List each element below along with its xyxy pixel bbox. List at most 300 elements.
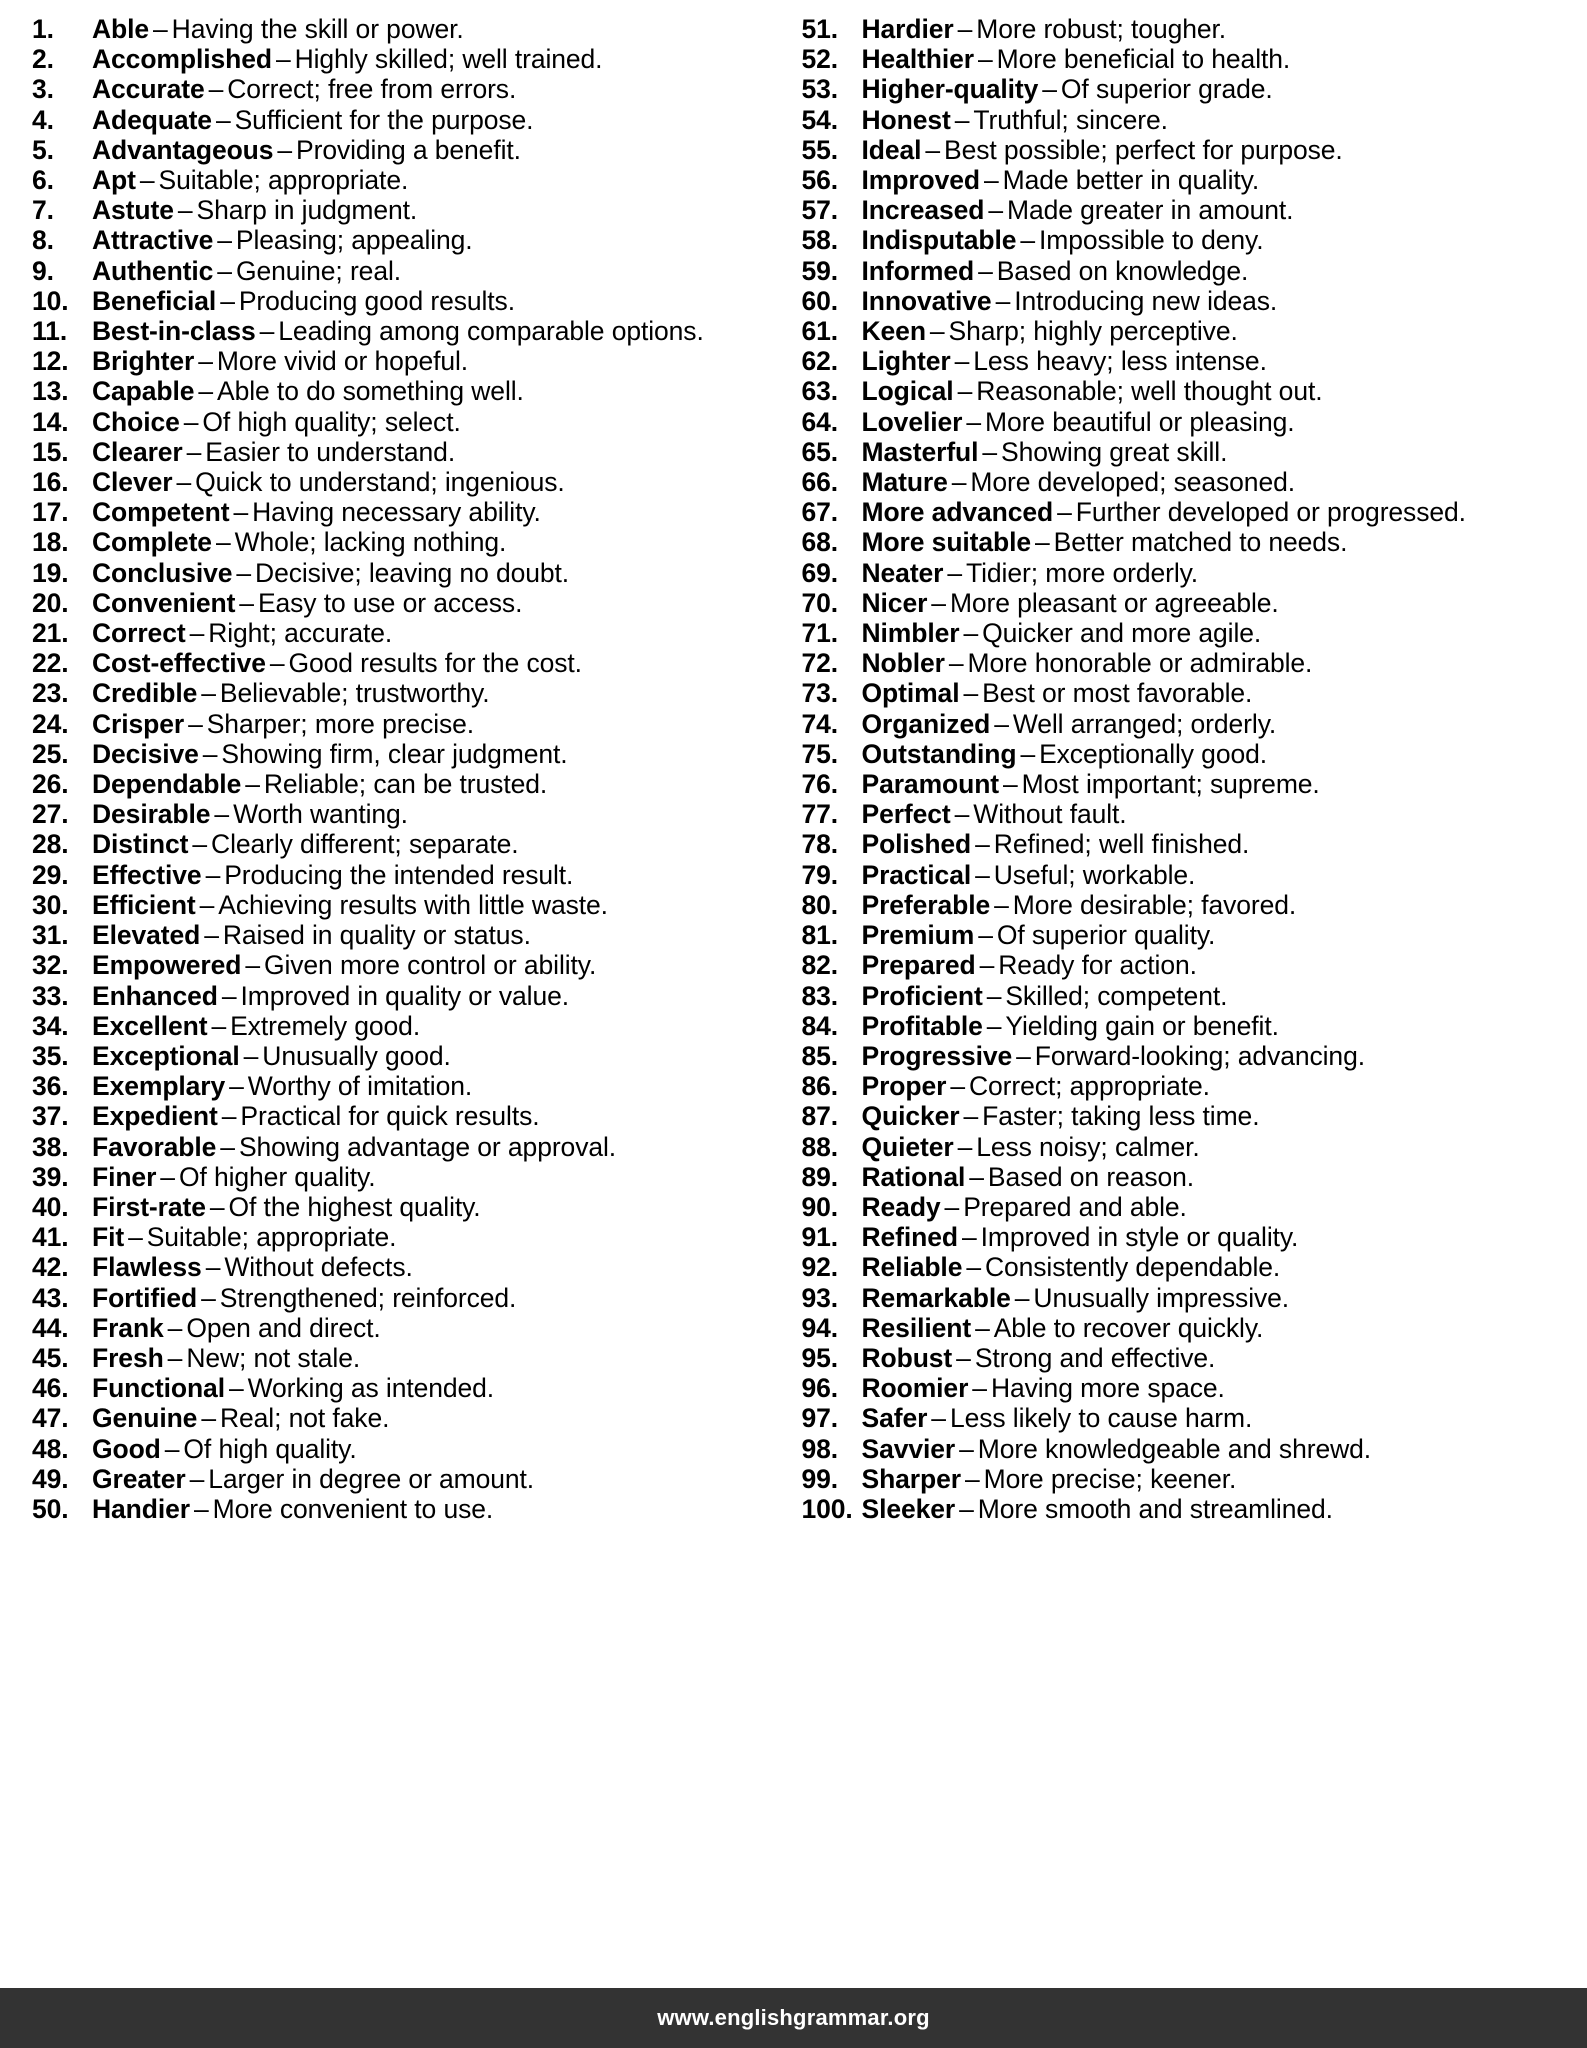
list-item-separator: – xyxy=(986,980,1002,1011)
list-item-term: Dependable xyxy=(92,769,242,800)
list-item-separator: – xyxy=(988,195,1003,226)
list-item-separator: – xyxy=(966,406,981,437)
list-item-definition: Introducing new ideas. xyxy=(1014,285,1278,316)
list-item-separator: – xyxy=(228,1373,244,1404)
list-item-definition: Easier to understand. xyxy=(205,436,456,467)
list-item xyxy=(32,558,794,588)
list-item-number: 74. xyxy=(801,708,839,739)
list-item-separator: – xyxy=(160,1161,175,1192)
list-item xyxy=(32,588,794,618)
list-item xyxy=(802,195,1578,225)
list-item xyxy=(802,1252,1578,1282)
list-item-term: Nicer xyxy=(861,587,928,618)
list-item-separator: – xyxy=(221,1101,237,1132)
list-item-number: 58. xyxy=(801,225,839,256)
list-item-definition: Genuine; real. xyxy=(235,255,402,286)
list-item-term: Nimbler xyxy=(861,618,960,649)
list-item-term: Astute xyxy=(92,195,174,226)
list-item-separator: – xyxy=(217,225,232,256)
list-item xyxy=(802,105,1578,135)
list-item-separator: – xyxy=(153,14,168,44)
list-item-definition: Well arranged; orderly. xyxy=(1012,708,1277,739)
footer-website-url: www.englishgrammar.org xyxy=(657,2005,930,2030)
list-item-definition: Strong and effective. xyxy=(974,1342,1216,1373)
list-item-separator: – xyxy=(177,195,193,226)
list-item-separator: – xyxy=(183,406,199,437)
list-item-separator: – xyxy=(198,376,214,407)
list-item-definition: Without fault. xyxy=(973,799,1127,830)
list-item-separator: – xyxy=(215,104,231,135)
list-item-separator: – xyxy=(193,1493,209,1524)
list-item-definition: Achieving results with little waste. xyxy=(218,889,608,920)
list-item-definition: Practical for quick results. xyxy=(240,1101,540,1132)
list-item-separator: – xyxy=(986,1010,1002,1041)
list-item-number: 99. xyxy=(801,1463,839,1494)
list-item xyxy=(802,1494,1578,1524)
list-item-definition: Best or most favorable. xyxy=(982,678,1253,709)
list-item-separator: – xyxy=(205,859,221,890)
list-item-number: 11. xyxy=(32,316,68,347)
list-item xyxy=(802,1464,1578,1494)
list-item-definition: Sharper; more precise. xyxy=(206,708,475,739)
list-item-term: Sleeker xyxy=(861,1493,956,1524)
list-item-separator: – xyxy=(208,74,224,105)
list-item-number: 33. xyxy=(32,980,69,1011)
list-item-definition: Of high quality; select. xyxy=(202,406,461,437)
list-item-number: 31. xyxy=(32,920,69,951)
list-item-number: 78. xyxy=(801,829,839,860)
list-item-number: 12. xyxy=(32,346,69,377)
list-item-term: Distinct xyxy=(92,829,189,860)
list-item-definition: Showing great skill. xyxy=(1001,436,1228,467)
list-item xyxy=(32,678,794,708)
list-item-number: 37. xyxy=(32,1101,69,1132)
list-item-term: First-rate xyxy=(92,1191,206,1222)
list-item-term: Honest xyxy=(861,104,951,135)
list-item-definition: More robust; tougher. xyxy=(976,14,1227,44)
list-item-separator: – xyxy=(925,134,941,165)
list-item-definition: Based on reason. xyxy=(987,1161,1195,1192)
list-item-definition: Having the skill or power. xyxy=(171,14,464,44)
list-item-number: 2. xyxy=(32,44,54,75)
list-item xyxy=(32,316,794,346)
list-item-term: Outstanding xyxy=(861,738,1017,769)
list-item-term: Reliable xyxy=(861,1252,963,1283)
list-item-definition: Suitable; appropriate. xyxy=(158,165,409,196)
list-item xyxy=(32,346,794,376)
list-item-separator: – xyxy=(957,1131,973,1162)
list-item-separator: – xyxy=(979,950,995,981)
list-item xyxy=(802,1162,1578,1192)
list-item-separator: – xyxy=(959,1493,974,1524)
list-item xyxy=(802,1403,1578,1433)
list-item-separator: – xyxy=(176,467,192,498)
list-item xyxy=(32,407,794,437)
list-item-number: 87. xyxy=(801,1101,839,1132)
list-item-separator: – xyxy=(229,1071,244,1102)
list-item-separator: – xyxy=(139,165,155,196)
list-item-number: 3. xyxy=(32,74,54,105)
list-item-term: Indisputable xyxy=(861,225,1017,256)
list-item-number: 81. xyxy=(801,920,839,951)
list-item xyxy=(802,558,1578,588)
list-item-number: 26. xyxy=(32,769,69,800)
list-item xyxy=(802,286,1578,316)
list-item-definition: Made greater in amount. xyxy=(1006,195,1294,226)
list-item-term: Excellent xyxy=(92,1010,208,1041)
list-item xyxy=(802,376,1578,406)
list-item-term: Fit xyxy=(92,1222,125,1253)
list-item-definition: Pleasing; appealing. xyxy=(235,225,473,256)
list-item-definition: Working as intended. xyxy=(247,1373,495,1404)
list-item-number: 47. xyxy=(32,1403,69,1434)
list-item xyxy=(32,74,794,104)
list-item-term: Decisive xyxy=(92,738,199,769)
list-item-definition: Suitable; appropriate. xyxy=(146,1222,397,1253)
list-item-separator: – xyxy=(931,587,946,618)
list-item-separator: – xyxy=(1042,74,1057,105)
list-item xyxy=(32,860,794,890)
list-item-separator: – xyxy=(978,920,993,951)
list-item-definition: Of high quality. xyxy=(183,1433,357,1464)
list-item-definition: Refined; well finished. xyxy=(993,829,1250,860)
list-item-term: Practical xyxy=(861,859,972,890)
list-item-term: Clever xyxy=(92,467,173,498)
list-item-term: Adequate xyxy=(92,104,212,135)
list-item-definition: More knowledgeable and shrewd. xyxy=(977,1433,1372,1464)
list-item-separator: – xyxy=(245,950,260,981)
list-item-number: 55. xyxy=(801,134,839,165)
list-item-number: 93. xyxy=(801,1282,839,1313)
list-item-separator: – xyxy=(189,1463,205,1494)
list-item xyxy=(32,14,794,44)
list-item xyxy=(32,1494,794,1524)
list-item xyxy=(802,165,1578,195)
list-item-term: Ready xyxy=(861,1191,941,1222)
list-item xyxy=(802,14,1578,44)
list-item-definition: Yielding gain or benefit. xyxy=(1005,1010,1279,1041)
list-item-term: Safer xyxy=(861,1403,928,1434)
list-item-term: Roomier xyxy=(861,1373,969,1404)
list-item-separator: – xyxy=(167,1342,183,1373)
list-item-term: Elevated xyxy=(92,920,201,951)
list-item xyxy=(32,1011,794,1041)
list-item-definition: Decisive; leaving no doubt. xyxy=(255,557,570,588)
list-item-number: 13. xyxy=(32,376,69,407)
list-item-definition: Clearly different; separate. xyxy=(211,829,519,860)
list-item-separator: – xyxy=(972,1373,987,1404)
list-item-separator: – xyxy=(982,436,998,467)
list-item-number: 41. xyxy=(32,1222,69,1253)
list-item xyxy=(802,437,1578,467)
list-item-term: Exemplary xyxy=(92,1071,226,1102)
list-item-term: Innovative xyxy=(861,285,992,316)
list-item-separator: – xyxy=(978,44,993,75)
list-item xyxy=(32,195,794,225)
list-item-definition: Sufficient for the purpose. xyxy=(234,104,534,135)
list-item-separator: – xyxy=(1057,497,1072,528)
list-item-number: 29. xyxy=(32,859,69,890)
list-item-term: Keen xyxy=(861,316,926,347)
list-item-separator: – xyxy=(201,678,216,709)
list-item-definition: Able to do something well. xyxy=(217,376,524,407)
list-item xyxy=(802,44,1578,74)
list-item-separator: – xyxy=(954,799,970,830)
list-item xyxy=(32,225,794,255)
list-item-separator: – xyxy=(1020,738,1036,769)
list-item xyxy=(32,618,794,648)
list-item-definition: Made better in quality. xyxy=(1002,165,1260,196)
list-item xyxy=(32,44,794,74)
list-item-separator: – xyxy=(245,769,260,800)
list-item-separator: – xyxy=(994,708,1009,739)
list-item xyxy=(802,346,1578,376)
list-item-separator: – xyxy=(957,14,973,44)
list-item-term: Ideal xyxy=(861,134,922,165)
list-item-term: Finer xyxy=(92,1161,157,1192)
list-item-definition: Faster; taking less time. xyxy=(982,1101,1260,1132)
list-item-definition: New; not stale. xyxy=(186,1342,361,1373)
list-item-term: Brighter xyxy=(92,346,195,377)
list-item-definition: More honorable or admirable. xyxy=(967,648,1313,679)
list-item-separator: – xyxy=(198,346,213,377)
list-item xyxy=(32,1343,794,1373)
list-item-number: 38. xyxy=(32,1131,69,1162)
list-item-term: Quicker xyxy=(861,1101,960,1132)
list-item-definition: Providing a benefit. xyxy=(296,134,521,165)
list-item-number: 67. xyxy=(801,497,839,528)
list-item-number: 82. xyxy=(801,950,839,981)
list-item-term: Desirable xyxy=(92,799,211,830)
list-item-separator: – xyxy=(259,316,275,347)
list-item-number: 91. xyxy=(801,1222,839,1253)
list-item-definition: Raised in quality or status. xyxy=(222,920,531,951)
list-item-term: Improved xyxy=(861,165,980,196)
list-item xyxy=(32,920,794,950)
list-item-term: Correct xyxy=(92,618,186,649)
list-item-separator: – xyxy=(236,557,252,588)
list-item-number: 30. xyxy=(32,889,69,920)
list-item xyxy=(32,1403,794,1433)
list-item-separator: – xyxy=(277,134,293,165)
list-item-definition: Sharp in judgment. xyxy=(196,195,418,226)
list-item-separator: – xyxy=(975,829,990,860)
list-item xyxy=(32,799,794,829)
list-item-definition: More beneficial to health. xyxy=(996,44,1291,75)
list-item xyxy=(802,829,1578,859)
list-item-separator: – xyxy=(217,255,232,286)
list-item-number: 86. xyxy=(801,1071,839,1102)
list-item-definition: Best possible; perfect for purpose. xyxy=(944,134,1343,165)
list-item-definition: Of superior grade. xyxy=(1060,74,1273,105)
list-item xyxy=(32,467,794,497)
list-item-definition: More convenient to use. xyxy=(212,1493,494,1524)
list-item-number: 50. xyxy=(32,1493,69,1524)
list-item-term: Favorable xyxy=(92,1131,217,1162)
list-item xyxy=(802,1434,1578,1464)
list-item-term: Choice xyxy=(92,406,180,437)
list-item-term: Progressive xyxy=(861,1040,1013,1071)
list-item-term: Organized xyxy=(861,708,991,739)
list-item-term: Authentic xyxy=(92,255,214,286)
list-item xyxy=(802,1011,1578,1041)
list-item xyxy=(32,739,794,769)
list-item-number: 7. xyxy=(32,195,54,226)
list-item-separator: – xyxy=(269,648,285,679)
list-item-separator: – xyxy=(1016,1040,1031,1071)
list-item xyxy=(802,950,1578,980)
list-item-separator: – xyxy=(128,1222,143,1253)
list-item xyxy=(32,256,794,286)
list-item-number: 28. xyxy=(32,829,69,860)
list-item-number: 71. xyxy=(801,618,839,649)
list-item-number: 32. xyxy=(32,950,69,981)
list-item xyxy=(32,437,794,467)
list-item xyxy=(802,1343,1578,1373)
list-item-term: Higher-quality xyxy=(861,74,1039,105)
list-item-term: Nobler xyxy=(861,648,945,679)
list-item-number: 76. xyxy=(801,769,839,800)
list-item-number: 92. xyxy=(801,1252,839,1283)
list-item-separator: – xyxy=(202,738,218,769)
list-item-number: 88. xyxy=(801,1131,839,1162)
list-item-definition: Whole; lacking nothing. xyxy=(234,527,507,558)
list-item-definition: More developed; seasoned. xyxy=(970,467,1295,498)
list-item-term: Convenient xyxy=(92,587,236,618)
list-item-definition: Of the highest quality. xyxy=(228,1191,481,1222)
list-item-term: Premium xyxy=(861,920,975,951)
list-item-separator: – xyxy=(233,497,249,528)
list-item-term: Lighter xyxy=(861,346,951,377)
list-item-definition: Believable; trustworthy. xyxy=(219,678,490,709)
list-item xyxy=(802,467,1578,497)
list-item-definition: Prepared and able. xyxy=(963,1191,1187,1222)
list-item-separator: – xyxy=(186,436,202,467)
list-item xyxy=(802,74,1578,104)
list-item-definition: Real; not fake. xyxy=(219,1403,390,1434)
list-item-separator: – xyxy=(192,829,208,860)
list-item xyxy=(32,135,794,165)
list-item xyxy=(802,588,1578,618)
list-item-separator: – xyxy=(201,1403,216,1434)
list-item-definition: Useful; workable. xyxy=(993,859,1196,890)
list-item xyxy=(32,769,794,799)
list-item-term: Refined xyxy=(861,1222,958,1253)
list-item-term: Polished xyxy=(861,829,972,860)
list-item xyxy=(802,1071,1578,1101)
list-item-term: Attractive xyxy=(92,225,214,256)
list-item-number: 68. xyxy=(801,527,839,558)
list-item-separator: – xyxy=(215,527,231,558)
list-item-definition: Good results for the cost. xyxy=(288,648,582,679)
list-item-term: Complete xyxy=(92,527,212,558)
adjective-list-right xyxy=(802,14,1578,1524)
list-item-number: 6. xyxy=(32,165,54,196)
list-item-number: 35. xyxy=(32,1040,69,1071)
list-item-separator: – xyxy=(214,799,230,830)
list-item-separator: – xyxy=(199,889,215,920)
list-item xyxy=(802,709,1578,739)
list-item-number: 84. xyxy=(801,1010,839,1041)
list-item-definition: Able to recover quickly. xyxy=(993,1312,1264,1343)
list-item-number: 62. xyxy=(801,346,839,377)
list-item xyxy=(32,527,794,557)
list-item xyxy=(802,1373,1578,1403)
list-item-number: 24. xyxy=(32,708,69,739)
list-item-separator: – xyxy=(204,920,219,951)
list-item xyxy=(802,316,1578,346)
list-item-definition: Strengthened; reinforced. xyxy=(219,1282,517,1313)
list-item-definition: Reliable; can be trusted. xyxy=(263,769,548,800)
list-item-term: Able xyxy=(92,14,150,44)
list-item-separator: – xyxy=(209,1191,225,1222)
list-item-number: 54. xyxy=(801,104,839,135)
list-item-number: 34. xyxy=(32,1010,69,1041)
list-item-term: Flawless xyxy=(92,1252,202,1283)
list-item-term: Apt xyxy=(92,165,136,196)
list-item xyxy=(32,1162,794,1192)
list-item-number: 56. xyxy=(801,165,839,196)
list-item-term: Conclusive xyxy=(92,557,233,588)
list-item-definition: Worth wanting. xyxy=(233,799,408,830)
list-item-number: 69. xyxy=(801,557,839,588)
list-item xyxy=(32,1283,794,1313)
list-item-definition: More beautiful or pleasing. xyxy=(984,406,1295,437)
list-item-definition: Showing advantage or approval. xyxy=(238,1131,617,1162)
list-item-separator: – xyxy=(983,165,999,196)
list-item-number: 4. xyxy=(32,104,54,135)
list-item xyxy=(802,739,1578,769)
list-item-separator: – xyxy=(275,44,291,75)
list-item-definition: Producing the intended result. xyxy=(224,859,574,890)
list-item-definition: Reasonable; well thought out. xyxy=(976,376,1323,407)
list-item xyxy=(32,1132,794,1162)
list-item-term: Expedient xyxy=(92,1101,218,1132)
list-item xyxy=(802,497,1578,527)
list-item xyxy=(32,1071,794,1101)
list-item-separator: – xyxy=(966,1252,981,1283)
list-item-definition: Impossible to deny. xyxy=(1039,225,1264,256)
list-item-term: Advantageous xyxy=(92,134,274,165)
list-item-separator: – xyxy=(963,618,979,649)
list-item-term: Functional xyxy=(92,1373,225,1404)
list-item xyxy=(802,920,1578,950)
list-item-definition: Extremely good. xyxy=(230,1010,421,1041)
list-item-definition: Producing good results. xyxy=(238,285,515,316)
list-item-separator: – xyxy=(995,285,1011,316)
list-item-separator: – xyxy=(211,1010,227,1041)
list-item-separator: – xyxy=(969,1161,984,1192)
list-item-term: Optimal xyxy=(861,678,960,709)
list-item-term: Hardier xyxy=(861,14,954,44)
list-item-term: Handier xyxy=(92,1493,190,1524)
list-item-separator: – xyxy=(961,1222,977,1253)
list-item-definition: Of higher quality. xyxy=(178,1161,376,1192)
list-item-number: 61. xyxy=(801,316,839,347)
list-item-number: 9. xyxy=(32,255,54,286)
list-item-number: 5. xyxy=(32,134,54,165)
list-item-term: Effective xyxy=(92,859,202,890)
list-item-term: Good xyxy=(92,1433,161,1464)
list-item-definition: Unusually impressive. xyxy=(1033,1282,1290,1313)
list-item xyxy=(32,1252,794,1282)
list-item-term: Sharper xyxy=(861,1463,961,1494)
list-item-term: More advanced xyxy=(861,497,1054,528)
list-item-number: 73. xyxy=(801,678,839,709)
list-item-separator: – xyxy=(950,1071,965,1102)
list-item-separator: – xyxy=(1035,527,1050,558)
list-item-separator: – xyxy=(951,467,967,498)
